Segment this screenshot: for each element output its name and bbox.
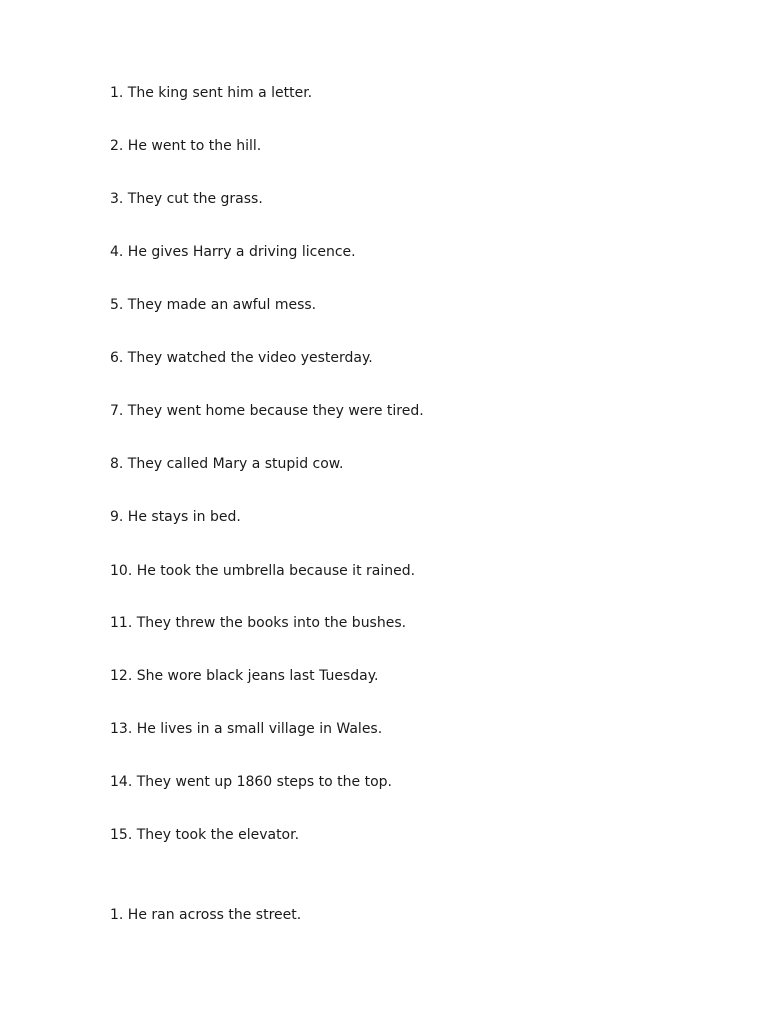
sentence-5: 5. They made an awful mess. <box>110 297 317 313</box>
sentence-6: 6. They watched the video yesterday. <box>110 350 373 366</box>
sentence-8: 8. They called Mary a stupid cow. <box>110 456 344 472</box>
sentence-11: 11. They threw the books into the bushes. <box>110 615 407 631</box>
sentence-12: 12. She wore black jeans last Tuesday. <box>110 668 379 684</box>
sentence-9: 9. He stays in bed. <box>110 509 241 525</box>
second-list-sentence-1: 1. He ran across the street. <box>110 907 302 923</box>
sentence-4: 4. He gives Harry a driving licence. <box>110 244 356 260</box>
sentence-13: 13. He lives in a small village in Wales. <box>110 721 383 737</box>
sentence-10: 10. He took the umbrella because it rained. <box>110 563 416 579</box>
sentence-15: 15. They took the elevator. <box>110 827 300 843</box>
sentence-7: 7. They went home because they were tired. <box>110 403 424 419</box>
sentence-1: 1. The king sent him a letter. <box>110 85 313 101</box>
sentence-14: 14. They went up 1860 steps to the top. <box>110 774 393 790</box>
sentence-3: 3. They cut the grass. <box>110 191 263 207</box>
sentence-2: 2. He went to the hill. <box>110 138 262 154</box>
